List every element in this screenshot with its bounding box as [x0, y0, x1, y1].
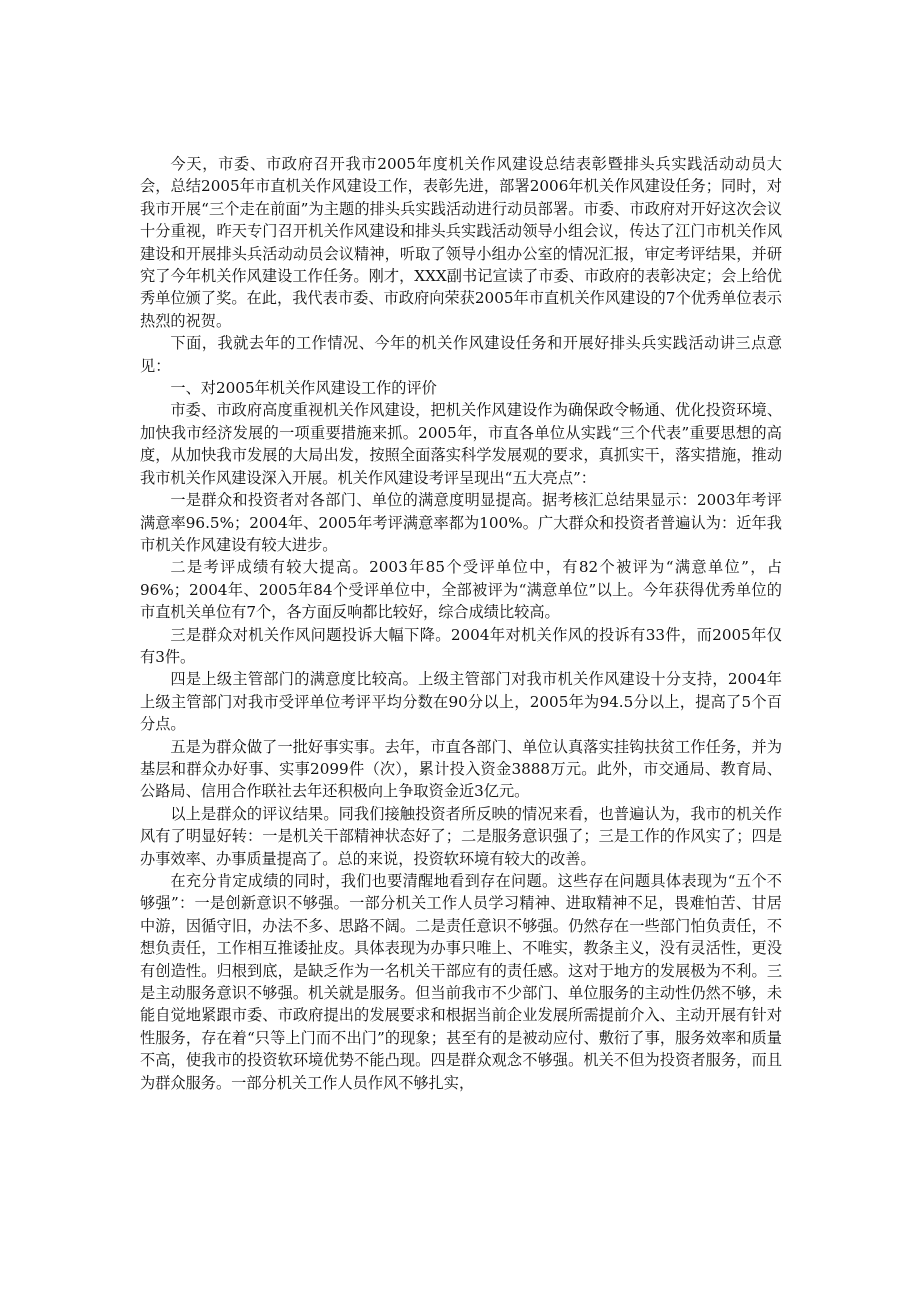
paragraph-opening: 今天，市委、市政府召开我市2005年度机关作风建设总结表彰暨排头兵实践活动动员大会，总结2005年市直机关作风建设工作，表彰先进，部署2006年机关作风建设任务；同时，对我市开展“三个走在前面”为主题的排头兵实践活动进行动员部署。市委、市政府对开好这次会议十分重视，昨天专门召开机关作风建设和排头兵实践活动领导小组会议，传达了江门市机关作风建设和开展排头兵活动动员会议精神，听取了领导小组办公室的情况汇报，审定考评结果，并研究了今年机关作风建设工作任务。刚才，XXX副书记宣读了市委、市政府的表彰决定；会上给优秀单位颁了奖。在此，我代表市委、市政府向荣获2005年市直机关作风建设的7个优秀单位表示热烈的祝贺。 [140, 155, 782, 330]
paragraph-highlight-4: 四是上级主管部门的满意度比较高。上级主管部门对我市机关作风建设十分支持，2004年上级主管部门对我市受评单位考评平均分数在90分以上，2005年为94.5分以上，提高了5个百分点。 [140, 670, 782, 734]
paragraph-highlight-3: 三是群众对机关作风问题投诉大幅下降。2004年对机关作风的投诉有33件，而2005年仅有3件。 [140, 625, 782, 666]
section-heading-evaluation: 一、对2005年机关作风建设工作的评价 [170, 379, 437, 398]
paragraph-highlight-1: 一是群众和投资者对各部门、单位的满意度明显提高。据考核汇总结果显示：2003年考评满意率96.5%；2004年、2005年考评满意率都为100%。广大群众和投资者普遍认为：近年我市机关作风建设有较大进步。 [140, 491, 782, 554]
paragraph-summary: 以上是群众的评议结果。同我们接触投资者所反映的情况来看，也普遍认为，我市的机关作风有了明显好转：一是机关干部精神状态好了；二是服务意识强了；三是工作的作风实了；四是办事效率、办事质量提高了。总的来说，投资软环境有较大的改善。 [140, 804, 782, 868]
paragraph-highlight-5: 五是为群众做了一批好事实事。去年，市直各部门、单位认真落实挂钩扶贫工作任务，并为基层和群众办好事、实事2099件（次），累计投入资金3888万元。此外，市交通局、教育局、公路局、信用合作联社去年还积极向上争取资金近3亿元。 [140, 737, 782, 801]
paragraph-problems: 在充分肯定成绩的同时，我们也要清醒地看到存在问题。这些存在问题具体表现为“五个不够强”：一是创新意识不够强。一部分机关工作人员学习精神、进取精神不足，畏难怕苦、甘居中游，因循守旧，办法不多、思路不阔。二是责任意识不够强。仍然存在一些部门怕负责任，不想负责任，工作相互推诿扯皮。具体表现为办事只唯上、不唯实，教条主义，没有灵活性，更没有创造性。归根到底，是缺乏作为一名机关干部应有的责任感。这对于地方的发展极为不利。三是主动服务意识不够强。机关就是服务。但当前我市不少部门、单位服务的主动性仍然不够，未能自觉地紧跟市委、市政府提出的发展要求和根据当前企业发展所需提前介入、主动开展有针对性服务，存在着“只等上门而不出门”的现象；甚至有的是被动应付、敷衍了事，服务效率和质量不高，使我市的投资软环境优势不能凸现。四是群众观念不够强。机关不但为投资者服务，而且为群众服务。一部分机关工作人员作风不够扎实， [140, 872, 782, 1092]
paragraph-highlight-2: 二是考评成绩有较大提高。2003年85个受评单位中，有82个被评为“满意单位”，占96%；2004年、2005年84个受评单位中，全部被评为“满意单位”以上。今年获得优秀单位的市直机关单位有7个，各方面反响都比较好，综合成绩比较高。 [140, 558, 782, 622]
paragraph-overview: 市委、市政府高度重视机关作风建设，把机关作风建设作为确保政令畅通、优化投资环境、加快我市经济发展的一项重要措施来抓。2005年，市直各单位从实践“三个代表”重要思想的高度，从加快我市发展的大局出发，按照全面落实科学发展观的要求，真抓实干，落实措施，推动我市机关作风建设深入开展。机关作风建设考评呈现出“五大亮点”： [140, 401, 782, 487]
document-body [140, 153, 782, 1094]
paragraph-intro-three-points: 下面，我就去年的工作情况、今年的机关作风建设任务和开展好排头兵实践活动讲三点意见： [140, 334, 782, 375]
